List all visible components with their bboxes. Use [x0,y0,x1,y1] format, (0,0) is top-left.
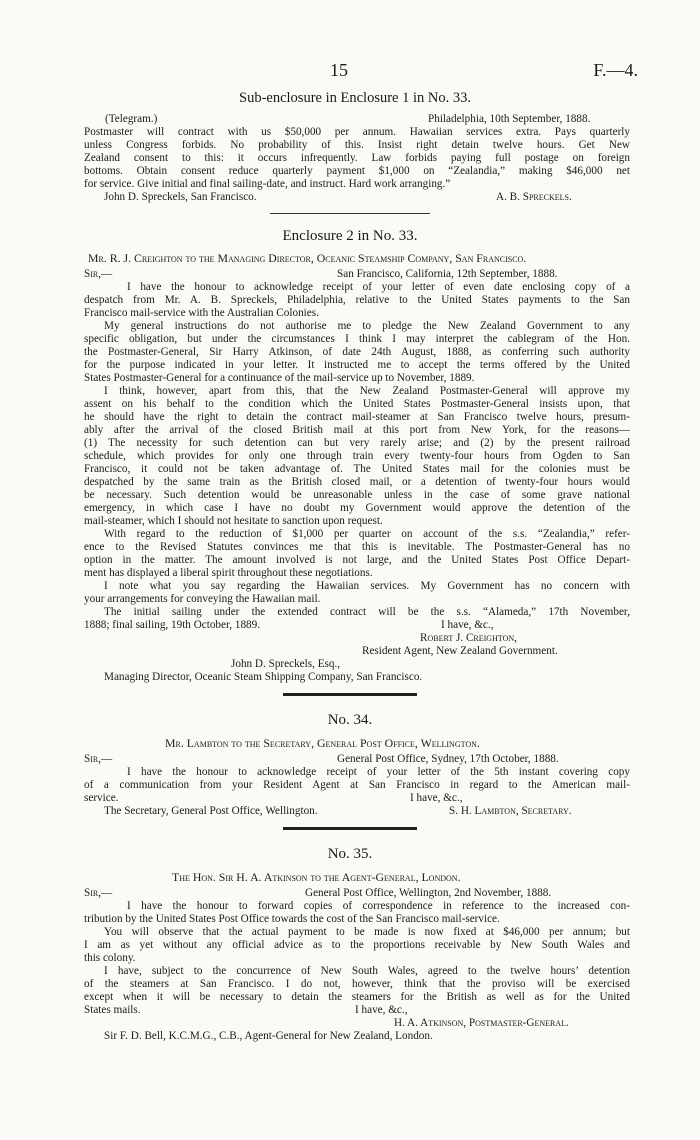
enclosure-2-line: option in the matter. The amount involved is not large, and the United States Post Office Depart- [84,554,630,566]
no-35-line: tribution by the United States Post Office towards the cost of the San Francisco mail-service. [84,913,500,925]
enclosure-2-subtitle: Mr. R. J. Creighton to the Managing Director, Oceanic Steamship Company, San Francisco. [88,251,527,265]
page-number: 15 [330,60,348,80]
no-35-signature: H. A. Atkinson, Postmaster-General. [394,1017,569,1029]
no-34-line: service. [84,792,119,804]
no-35-line: You will observe that the actual payment to be made is now fixed at $46,000 per annum; but [104,926,630,938]
sub-enclosure-line: Postmaster will contract with us $50,000 per annum. Hawaiian services extra. Pays quarterly [84,126,630,138]
enclosure-2-addressee: John D. Spreckels, Esq., [231,658,341,670]
enclosure-2-line: I think, however, apart from this, that the New Zealand Postmaster-General will approve my [104,385,630,397]
sub-enclosure-addressee: John D. Spreckels, San Francisco. [104,191,257,203]
enclosure-2-closing: I have, &c., [441,619,494,631]
sub-enclosure-line: bottoms. Obtain consent reduce quarterly payment $1,000 on “Zealandia,” making $46,000 net [84,165,630,177]
enclosure-2-line: Francisco, it could not be taken advantage of. The United States mail for the colonies must be [84,463,630,475]
enclosure-2-line: despatched by the same train as the British closed mail, or a detention of twenty-four hours would [84,476,630,488]
no-35-subtitle: The Hon. Sir H. A. Atkinson to the Agent-General, London. [172,870,461,884]
no-34-signature: S. H. Lambton, Secretary. [449,805,572,817]
no-35-line: except when it will be necessary to detain the steamers for the British as well as for the United [84,991,630,1003]
no-35-salutation: Sir,— [84,887,113,899]
enclosure-2-line: mail-steamer, which I should not hesitate to sanction upon request. [84,515,383,527]
sub-enclosure-place-date: Philadelphia, 10th September, 1888. [428,113,591,125]
no-35-addressee: Sir F. D. Bell, K.C.M.G., C.B., Agent-General for New Zealand, London. [104,1030,433,1042]
no-35-place-date: General Post Office, Wellington, 2nd November, 1888. [305,887,552,899]
enclosure-2-line: I note what you say regarding the Hawaiian services. My Government has no concern with [104,580,630,592]
enclosure-2-place-date: San Francisco, California, 12th September, 1888. [337,268,558,280]
no-35-line: this colony. [84,952,136,964]
enclosure-2-line: the Postmaster-General, Sir Harry Atkinson, of date 24th August, 1888, as conferring such authority [84,346,630,358]
sub-enclosure-signature: A. B. Spreckels. [496,191,572,203]
enclosure-2-line: The initial sailing under the extended contract will be the s.s. “Alameda,” 17th November, [104,606,630,618]
sub-enclosure-heading: Sub-enclosure in Enclosure 1 in No. 33. [239,90,471,106]
no-34-closing: I have, &c., [410,792,463,804]
no-34-salutation: Sir,— [84,753,113,765]
no-35-closing: I have, &c., [355,1004,408,1016]
enclosure-2-heading: Enclosure 2 in No. 33. [282,228,418,244]
no-34-heading: No. 34. [327,712,373,728]
enclosure-2-signature-title: Resident Agent, New Zealand Government. [362,645,558,657]
no-35-line: States mails. [84,1004,141,1016]
no-35-line: I am as yet without any official advice as to the proportions receivable by New South Wales and [84,939,630,951]
no-35-line: I have, subject to the concurrence of New South Wales, agreed to the twelve hours’ detention [104,965,630,977]
telegram-label: (Telegram.) [105,113,158,125]
no-34-subtitle: Mr. Lambton to the Secretary, General Post Office, Wellington. [165,736,480,750]
enclosure-2-line: emergency, in which case I have no doubt my Government would approve the detention of the [84,502,630,514]
enclosure-2-line: With regard to the reduction of $1,000 per quarter on account of the s.s. “Zealandia,” refer- [104,528,630,540]
enclosure-2-addressee: Managing Director, Oceanic Steam Shipping Company, San Francisco. [104,671,423,683]
no-34-addressee: The Secretary, General Post Office, Wellington. [104,805,318,817]
enclosure-2-line: your arrangements for conveying the Hawaiian mail. [84,593,321,605]
no-35-line: I have the honour to forward copies of correspondence in reference to the increased con- [127,900,630,912]
enclosure-2-line: (1) The necessity for such detention can but very rarely arise; and (2) by the present railroad [84,437,630,449]
enclosure-2-line: I have the honour to acknowledge receipt of your letter of even date enclosing copy of a [127,281,630,293]
section-divider [283,693,417,696]
enclosure-2-line: 1888; final sailing, 19th October, 1889. [84,619,261,631]
sub-enclosure-line: for service. Give initial and final sailing-date, and instruct. Hard work arranging.” [84,178,451,190]
no-35-heading: No. 35. [327,846,373,862]
section-divider [283,827,417,830]
no-34-line: of a communication from your Resident Agent at San Francisco in regard to the American mail- [84,779,630,791]
section-divider [270,213,430,214]
enclosure-2-line: My general instructions do not authorise me to pledge the New Zealand Government to any [104,320,630,332]
enclosure-2-line: ment has displayed a liberal spirit throughout these negotiations. [84,567,373,579]
enclosure-2-line: Francisco mail-service with the Australian Colonies. [84,307,319,319]
enclosure-2-line: assent on his behalf to the condition which the United States Postmaster-General insists upon, that [84,398,630,410]
enclosure-2-line: be necessary. Such detention would be unreasonable unless in the case of some grave national [84,489,630,501]
enclosure-2-line: ence to the Revised Statutes convinces me that this is inevitable. The Postmaster-General has no [84,541,630,553]
enclosure-2-line: States Postmaster-General for a continuance of the mail-service up to November, 1889. [84,372,475,384]
document-reference: F.—4. [593,60,638,80]
enclosure-2-salutation: Sir,— [84,268,113,280]
enclosure-2-line: he should have the right to detain the contract mail-steamer at San Francisco twelve hours, presum- [84,411,630,423]
sub-enclosure-line: unless Congress forbids. No probability of this. Insist right detain twelve hours. Get New [84,139,630,151]
no-34-line: I have the honour to acknowledge receipt of your letter of the 5th instant covering copy [127,766,630,778]
no-35-line: of the steamers at San Francisco. I do not, however, think that the proviso will be exercised [84,978,630,990]
sub-enclosure-line: Zealand consent to this: it occurs infrequently. Law forbids paying full postage on foreign [84,152,630,164]
enclosure-2-line: schedule, which provides for only one through train every twenty-four hours from Ogden to San [84,450,630,462]
enclosure-2-line: despatch from Mr. A. B. Spreckels, Philadelphia, relative to the United States payments to the San [84,294,630,306]
enclosure-2-signature-name: Robert J. Creighton, [420,632,517,644]
enclosure-2-line: for the purpose indicated in your letter. It instructed me to accept the terms offered by the United [84,359,630,371]
enclosure-2-line: ably after the arrival of the closed British mail at this port from New York, for the reasons— [84,424,630,436]
enclosure-2-line: specific obligation, but under the circumstances I think I may interpret the cablegram of the Hon. [84,333,630,345]
no-34-place-date: General Post Office, Sydney, 17th October, 1888. [337,753,559,765]
